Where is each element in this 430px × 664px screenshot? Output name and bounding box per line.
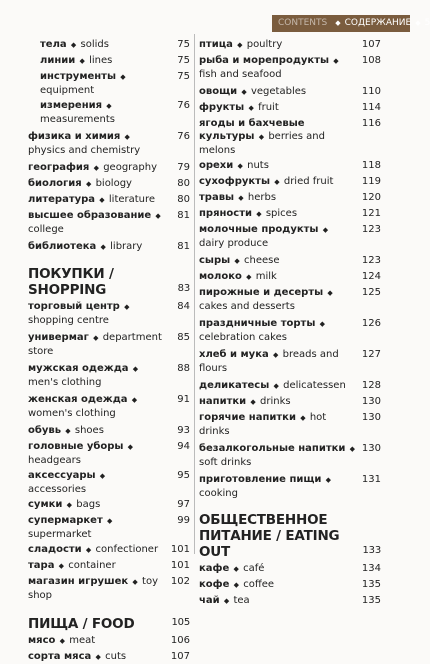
entry-russian: кофе xyxy=(199,579,230,590)
bullet-icon: ◆ xyxy=(93,653,104,661)
entry-english: dairy produce xyxy=(199,238,269,249)
entry-russian: биология xyxy=(28,178,82,189)
entry-page-number: 97 xyxy=(177,499,190,510)
entry-russian: пряности xyxy=(199,208,252,219)
toc-entry[interactable] xyxy=(199,223,381,250)
toc-entry[interactable] xyxy=(199,191,381,205)
toc-entry[interactable] xyxy=(199,101,381,115)
bullet-icon: ◆ xyxy=(232,257,243,265)
entry-english: women's clothing xyxy=(28,408,116,419)
entry-russian: измерения xyxy=(40,100,103,111)
bullet-icon: ◆ xyxy=(97,472,106,480)
entry-russian: география xyxy=(28,162,90,173)
bullet-icon: ◆ xyxy=(97,196,107,204)
entry-page-number: 75 xyxy=(177,55,190,66)
toc-entry[interactable] xyxy=(199,38,381,52)
entry-english: supermarket xyxy=(28,529,92,540)
entry-page-number: 101 xyxy=(170,560,190,571)
bullet-icon: ◆ xyxy=(118,73,126,81)
entry-english: hot drinks xyxy=(199,412,327,437)
header-contents-en: CONTENTS xyxy=(278,18,328,28)
bullet-icon: ◆ xyxy=(125,443,134,451)
toc-entry[interactable] xyxy=(28,575,190,602)
entry-page-number: 134 xyxy=(361,563,381,574)
bullet-icon: ◆ xyxy=(221,597,232,605)
toc-entry[interactable] xyxy=(199,85,381,99)
toc-entry[interactable] xyxy=(28,54,190,68)
bullet-icon: ◆ xyxy=(297,414,308,422)
entry-russian: овощи xyxy=(199,86,238,97)
toc-entry[interactable] xyxy=(28,498,190,512)
entry-page-number: 123 xyxy=(361,224,381,235)
entry-english: cheese xyxy=(244,255,280,266)
entry-russian: сладости xyxy=(28,544,82,555)
entry-page-number: 130 xyxy=(361,396,381,407)
entry-russian: рыба и морепродукты xyxy=(199,55,330,66)
bullet-icon: ◆ xyxy=(256,133,267,141)
entry-russian: головные уборы xyxy=(28,441,124,452)
entry-english: geography xyxy=(103,162,158,173)
bullet-icon: ◆ xyxy=(231,581,242,589)
entry-english: soft drinks xyxy=(199,457,252,468)
entry-russian: тела xyxy=(40,39,67,50)
toc-entry[interactable] xyxy=(199,594,381,608)
bullet-icon: ◆ xyxy=(129,396,138,404)
bullet-icon: ◆ xyxy=(317,320,325,328)
bullet-icon: ◆ xyxy=(331,57,339,65)
section-page-number: 83 xyxy=(177,283,190,294)
entry-russian: молочные продукты xyxy=(199,224,319,235)
entry-english: department store xyxy=(28,332,162,357)
entry-english: meat xyxy=(69,635,96,646)
header-contents-ru: СОДЕРЖАНИЕ xyxy=(344,18,412,28)
entry-english: biology xyxy=(95,178,132,189)
entry-page-number: 81 xyxy=(177,241,190,252)
bullet-icon: ◆ xyxy=(57,637,68,645)
header-page-number: 5 xyxy=(424,18,430,28)
toc-entry[interactable] xyxy=(28,177,190,191)
entry-page-number: 107 xyxy=(361,39,381,50)
toc-entry[interactable] xyxy=(199,562,381,576)
entry-english: celebration cakes xyxy=(199,332,287,343)
entry-page-number: 123 xyxy=(361,255,381,266)
entry-page-number: 118 xyxy=(361,160,381,171)
entry-english: breads and flours xyxy=(199,349,339,374)
bullet-icon: ◆ xyxy=(122,133,130,141)
bullet-icon: ◆ xyxy=(248,398,259,406)
entry-russian: праздничные торты xyxy=(199,318,316,329)
entry-russian: сорта мяса xyxy=(28,651,92,662)
entry-page-number: 88 xyxy=(177,363,190,374)
toc-entry[interactable] xyxy=(199,348,381,375)
toc-entry[interactable] xyxy=(199,207,381,221)
bullet-icon: ◆ xyxy=(130,365,139,373)
entry-page-number: 93 xyxy=(177,425,190,436)
toc-entry[interactable] xyxy=(28,300,190,327)
bullet-icon: ◆ xyxy=(90,334,101,342)
toc-entry[interactable] xyxy=(199,379,381,393)
entry-page-number: 80 xyxy=(177,194,190,205)
section-page-number: 105 xyxy=(171,617,190,628)
entry-english: shopping centre xyxy=(28,315,109,326)
entry-english: solids xyxy=(80,39,109,50)
bullet-icon: ◆ xyxy=(56,562,67,570)
entry-english: literature xyxy=(108,194,156,205)
toc-entry[interactable] xyxy=(28,393,190,420)
entry-page-number: 125 xyxy=(361,287,381,298)
entry-english: café xyxy=(243,563,265,574)
entry-page-number: 80 xyxy=(177,178,190,189)
entry-page-number: 76 xyxy=(177,100,190,111)
entry-english: fish and seafood xyxy=(199,69,282,80)
entry-english: cooking xyxy=(199,488,238,499)
entry-russian: птица xyxy=(199,39,233,50)
entry-russian: инструменты xyxy=(40,71,117,82)
entry-page-number: 130 xyxy=(361,443,381,454)
bullet-icon: ◆ xyxy=(272,178,282,186)
toc-entry[interactable] xyxy=(28,440,190,467)
entry-page-number: 135 xyxy=(361,579,381,590)
entry-english: accessories xyxy=(28,484,87,495)
toc-entry[interactable] xyxy=(28,650,190,664)
entry-english: tea xyxy=(233,595,250,606)
entry-english: berries and melons xyxy=(199,131,325,156)
entry-russian: травы xyxy=(199,192,235,203)
entry-russian: фрукты xyxy=(199,102,245,113)
bullet-icon: ◆ xyxy=(234,41,245,49)
bullet-icon: ◆ xyxy=(243,273,254,281)
bullet-icon: ◆ xyxy=(121,303,130,311)
toc-entry[interactable] xyxy=(199,473,381,500)
entry-russian: линии xyxy=(40,55,76,66)
entry-english: cuts xyxy=(105,651,127,662)
entry-russian: женская одежда xyxy=(28,394,128,405)
toc-entry[interactable] xyxy=(199,254,381,268)
toc-entry[interactable] xyxy=(28,99,190,126)
section-heading[interactable] xyxy=(199,512,381,560)
entry-page-number: 108 xyxy=(361,55,381,66)
entry-english: herbs xyxy=(247,192,277,203)
bullet-icon: ◆ xyxy=(83,180,94,188)
toc-entry[interactable] xyxy=(28,209,190,236)
bullet-icon: ◆ xyxy=(323,476,332,484)
toc-entry[interactable] xyxy=(28,38,190,52)
entry-russian: литература xyxy=(28,194,96,205)
toc-entry[interactable] xyxy=(28,240,190,254)
entry-russian: высшее образование xyxy=(28,210,152,221)
toc-right-column xyxy=(199,38,381,608)
bullet-icon: ◆ xyxy=(91,164,102,172)
toc-entry[interactable] xyxy=(199,117,381,157)
section-heading[interactable] xyxy=(28,616,190,632)
header-bullet: ◆ xyxy=(415,19,421,27)
entry-russian: обувь xyxy=(28,425,62,436)
toc-entry[interactable] xyxy=(28,331,190,358)
bullet-icon: ◆ xyxy=(63,427,73,435)
bullet-icon: ◆ xyxy=(246,104,257,112)
entry-page-number: 131 xyxy=(361,474,381,485)
section-title: ПИЩА / FOOD xyxy=(28,616,135,632)
entry-russian: торговый центр xyxy=(28,301,120,312)
toc-entry[interactable] xyxy=(199,317,381,344)
entry-page-number: 95 xyxy=(177,470,190,481)
entry-english: dried fruit xyxy=(283,176,334,187)
entry-russian: супермаркет xyxy=(28,515,103,526)
entry-page-number: 114 xyxy=(361,102,381,113)
entry-english: bags xyxy=(76,499,101,510)
entry-russian: горячие напитки xyxy=(199,412,296,423)
entry-russian: мясо xyxy=(28,635,56,646)
toc-entry[interactable] xyxy=(28,70,190,97)
bullet-icon: ◆ xyxy=(130,578,141,586)
entry-english: shoes xyxy=(74,425,104,436)
entry-english: coffee xyxy=(243,579,275,590)
entry-english: poultry xyxy=(246,39,283,50)
entry-english: nuts xyxy=(247,160,269,171)
section-heading[interactable] xyxy=(28,266,190,298)
entry-page-number: 75 xyxy=(177,39,190,50)
entry-english: delicatessen xyxy=(283,380,346,391)
entry-english: milk xyxy=(255,271,277,282)
entry-russian: сухофрукты xyxy=(199,176,270,187)
entry-english: toy shop xyxy=(28,576,159,601)
entry-page-number: 75 xyxy=(177,71,190,82)
entry-russian: физика и химия xyxy=(28,131,121,142)
section-page-number: 133 xyxy=(362,545,381,556)
entry-russian: чай xyxy=(199,595,220,606)
entry-page-number: 101 xyxy=(170,544,190,555)
entry-russian: библиотека xyxy=(28,241,97,252)
entry-page-number: 91 xyxy=(177,394,190,405)
entry-page-number: 110 xyxy=(361,86,381,97)
toc-entry[interactable] xyxy=(199,270,381,284)
entry-russian: аксессуары xyxy=(28,470,96,481)
toc-entry[interactable] xyxy=(199,175,381,189)
entry-russian: сумки xyxy=(28,499,63,510)
entry-russian: орехи xyxy=(199,160,234,171)
bullet-icon: ◆ xyxy=(347,445,356,453)
bullet-icon: ◆ xyxy=(231,565,242,573)
entry-russian: сыры xyxy=(199,255,231,266)
entry-page-number: 130 xyxy=(361,412,381,423)
entry-english: confectioner xyxy=(95,544,159,555)
entry-page-number: 106 xyxy=(170,635,190,646)
entry-page-number: 120 xyxy=(361,192,381,203)
entry-russian: ягоды и бахчевые культуры xyxy=(199,118,305,142)
entry-page-number: 84 xyxy=(177,301,190,312)
toc-entry[interactable] xyxy=(28,424,190,438)
toc-entry[interactable] xyxy=(28,362,190,389)
toc-entry[interactable] xyxy=(28,559,190,573)
bullet-icon: ◆ xyxy=(254,210,264,218)
bullet-icon: ◆ xyxy=(236,194,246,202)
entry-page-number: 76 xyxy=(177,131,190,142)
toc-entry[interactable] xyxy=(199,54,381,81)
entry-page-number: 116 xyxy=(361,118,381,129)
entry-russian: кафе xyxy=(199,563,230,574)
entry-russian: универмаг xyxy=(28,332,89,343)
entry-english: library xyxy=(110,241,143,252)
entry-russian: пирожные и десерты xyxy=(199,287,324,298)
bullet-icon: ◆ xyxy=(271,382,282,390)
entry-english: men's clothing xyxy=(28,377,102,388)
entry-page-number: 94 xyxy=(177,441,190,452)
column-divider xyxy=(194,34,195,554)
entry-page-number: 135 xyxy=(361,595,381,606)
entry-english: vegetables xyxy=(250,86,307,97)
toc-entry[interactable] xyxy=(28,634,190,648)
entry-english: physics and chemistry xyxy=(28,145,141,156)
entry-russian: безалкогольные напитки xyxy=(199,443,346,454)
entry-english: fruit xyxy=(258,102,279,113)
entry-russian: тара xyxy=(28,560,55,571)
entry-english: college xyxy=(28,224,64,235)
entry-page-number: 119 xyxy=(361,176,381,187)
entry-english: measurements xyxy=(40,114,115,125)
entry-page-number: 124 xyxy=(361,271,381,282)
header-bullet: ◆ xyxy=(335,19,341,27)
entry-russian: напитки xyxy=(199,396,247,407)
entry-page-number: 99 xyxy=(177,515,190,526)
toc-entry[interactable] xyxy=(28,130,190,157)
entry-english: headgears xyxy=(28,455,81,466)
entry-page-number: 85 xyxy=(177,332,190,343)
entry-page-number: 107 xyxy=(170,651,190,662)
entry-english: lines xyxy=(89,55,113,66)
entry-page-number: 121 xyxy=(361,208,381,219)
bullet-icon: ◆ xyxy=(98,243,109,251)
toc-entry[interactable] xyxy=(28,161,190,175)
toc-entry[interactable] xyxy=(28,543,190,557)
bullet-icon: ◆ xyxy=(153,212,161,220)
toc-entry[interactable] xyxy=(199,159,381,173)
toc-entry[interactable] xyxy=(28,193,190,207)
section-title: ОБЩЕСТВЕННОЕ ПИТАНИЕ / EATING OUT xyxy=(199,512,340,560)
toc-entry[interactable] xyxy=(199,442,381,469)
entry-russian: приготовление пищи xyxy=(199,474,322,485)
entry-russian: хлеб и мука xyxy=(199,349,269,360)
toc-entry[interactable] xyxy=(199,411,381,438)
entry-page-number: 81 xyxy=(177,210,190,221)
bullet-icon: ◆ xyxy=(270,351,281,359)
bullet-icon: ◆ xyxy=(235,162,246,170)
entry-russian: мужская одежда xyxy=(28,363,129,374)
toc-entry[interactable] xyxy=(199,578,381,592)
entry-english: spices xyxy=(265,208,298,219)
bullet-icon: ◆ xyxy=(64,501,75,509)
entry-page-number: 127 xyxy=(361,349,381,360)
entry-russian: магазин игрушек xyxy=(28,576,129,587)
section-title: ПОКУПКИ / SHOPPING xyxy=(28,266,114,298)
toc-entry[interactable] xyxy=(28,469,190,496)
entry-english: equipment xyxy=(40,85,95,96)
entry-english: container xyxy=(68,560,116,571)
bullet-icon: ◆ xyxy=(320,226,329,234)
entry-page-number: 102 xyxy=(170,576,190,587)
entry-page-number: 126 xyxy=(361,318,381,329)
bullet-icon: ◆ xyxy=(104,102,112,110)
bullet-icon: ◆ xyxy=(68,41,79,49)
bullet-icon: ◆ xyxy=(325,289,333,297)
page-header xyxy=(272,15,430,32)
toc-left-column xyxy=(28,38,190,664)
toc-entry[interactable] xyxy=(28,514,190,541)
entry-page-number: 128 xyxy=(361,380,381,391)
entry-russian: молоко xyxy=(199,271,242,282)
bullet-icon: ◆ xyxy=(77,57,88,65)
entry-english: drinks xyxy=(260,396,291,407)
bullet-icon: ◆ xyxy=(239,88,249,96)
toc-entry[interactable] xyxy=(199,395,381,409)
bullet-icon: ◆ xyxy=(83,546,94,554)
entry-page-number: 79 xyxy=(177,162,190,173)
entry-english: cakes and desserts xyxy=(199,301,295,312)
bullet-icon: ◆ xyxy=(104,517,113,525)
toc-entry[interactable] xyxy=(199,286,381,313)
entry-russian: деликатесы xyxy=(199,380,270,391)
